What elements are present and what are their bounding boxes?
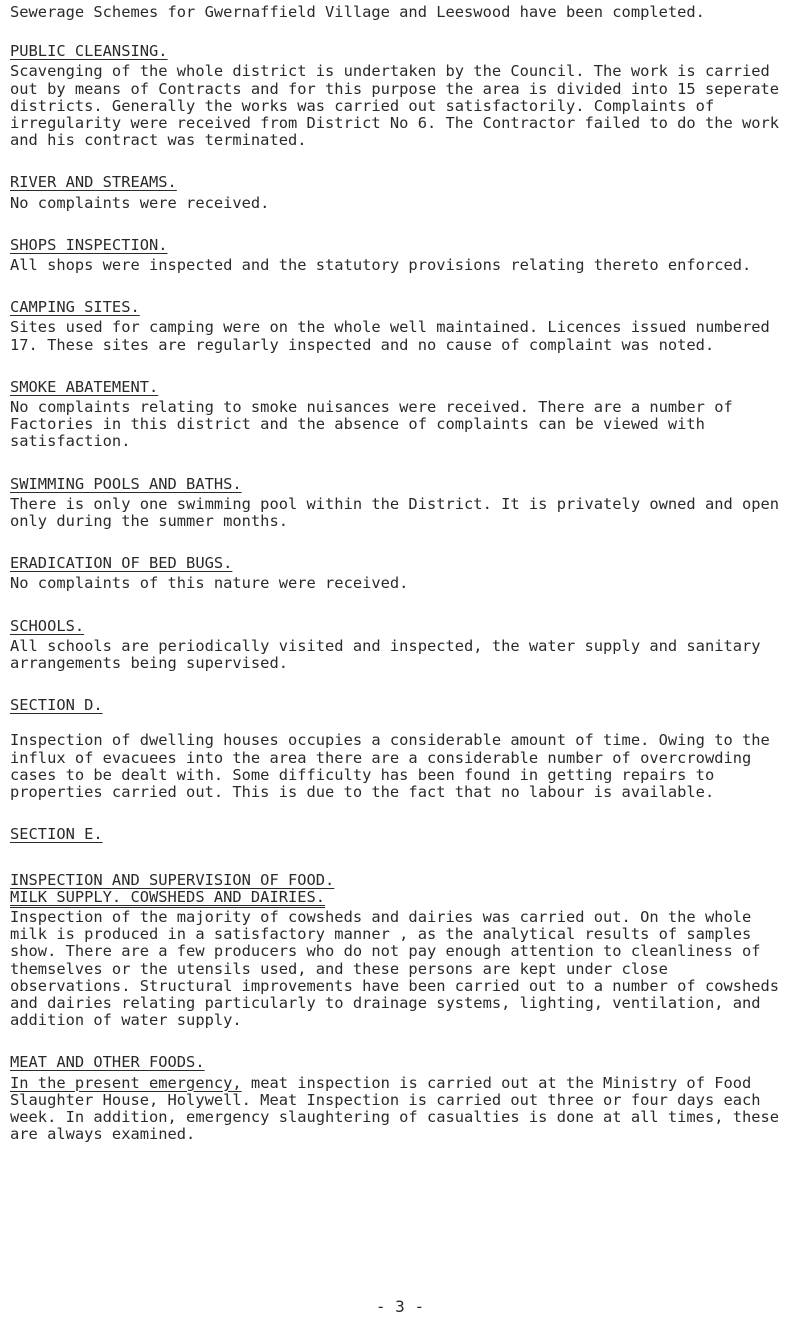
document-page — [10, 4, 794, 1143]
schools-section — [10, 618, 794, 673]
public-cleansing-paragraph: Scavenging of the whole district is undertaken by the Council. The work is carried out by means of Contracts and for this purpose the area is divided into 15 seperate districts. Generally the works was carried out satisfactorily. Complaints of irregularity were received from District No 6. The Contractor failed to do the work and his contract was terminated. — [10, 62, 780, 150]
shops-inspection-section — [10, 237, 794, 274]
food-heading: INSPECTION AND SUPERVISION OF FOOD. — [10, 870, 335, 889]
section-d — [10, 697, 794, 801]
food-section — [10, 872, 794, 1030]
bed-bugs-section — [10, 555, 794, 592]
intro-paragraph: Sewerage Schemes for Gwernaffield Village and Leeswood have been completed. — [10, 3, 705, 21]
swimming-pools-heading: SWIMMING POOLS AND BATHS. — [10, 474, 242, 493]
section-d-heading: SECTION D. — [10, 696, 103, 715]
public-cleansing-heading: PUBLIC CLEANSING. — [10, 42, 168, 61]
meat-paragraph-lead: In the present emergency, — [10, 1073, 242, 1092]
camping-sites-paragraph: Sites used for camping were on the whole well maintained. Licences issued numbered 17. These sites are regularly inspected and no cause of complaint was noted. — [10, 318, 770, 354]
bed-bugs-heading: ERADICATION OF BED BUGS. — [10, 554, 233, 573]
meat-section — [10, 1054, 794, 1143]
bed-bugs-paragraph: No complaints of this nature were received. — [10, 574, 409, 593]
shops-inspection-heading: SHOPS INSPECTION. — [10, 235, 168, 254]
swimming-pools-section — [10, 476, 794, 531]
swimming-pools-paragraph: There is only one swimming pool within the District. It is privately owned and open only during the summer months. — [10, 494, 780, 531]
river-streams-paragraph: No complaints were received. — [10, 193, 270, 212]
schools-paragraph: All schools are periodically visited and inspected, the water supply and sanitary arrangements being supervised. — [10, 636, 761, 673]
smoke-abatement-heading: SMOKE ABATEMENT. — [10, 377, 159, 396]
meat-heading: MEAT AND OTHER FOODS. — [10, 1053, 205, 1072]
public-cleansing-section — [10, 43, 794, 149]
shops-inspection-paragraph: All shops were inspected and the statutory provisions relating thereto enforced. — [10, 256, 752, 275]
section-e — [10, 826, 794, 846]
milk-supply-heading: MILK SUPPLY. COWSHEDS AND DAIRIES. — [10, 887, 326, 906]
section-e-heading: SECTION E. — [10, 825, 103, 844]
meat-paragraph — [10, 1075, 794, 1144]
meat-paragraph-body: meat inspection is carried out at the Ministry of Food Slaughter House, Holywell. Meat Inspection is carried out three or four days each week. In addition, emergency slaughtering of casualties is done at all times, these are always examined. — [10, 1073, 780, 1144]
camping-sites-heading: CAMPING SITES. — [10, 298, 140, 317]
smoke-abatement-section — [10, 379, 794, 451]
page-number: - 3 - — [375, 1297, 425, 1316]
schools-heading: SCHOOLS. — [10, 616, 85, 635]
river-streams-section — [10, 174, 794, 211]
river-streams-heading: RIVER AND STREAMS. — [10, 173, 177, 192]
smoke-abatement-paragraph: No complaints relating to smoke nuisances were received. There are a number of Factories in this district and the absence of complaints can be viewed with satisfaction. — [10, 398, 733, 451]
milk-supply-paragraph: Inspection of the majority of cowsheds and dairies was carried out. On the whole milk is produced in a satisfactory manner , as the analytical results of samples show. There are a few producers who do not pay enough attention to cleanliness of themselves or the utensils used, and these persons are kept under close observations. Structural improvements have been carried out to a number of cowsheds and dairies relating particularly to drainage systems, lighting, ventilation, and addition of water supply. — [10, 907, 780, 1030]
section-d-paragraph: Inspection of dwelling houses occupies a considerable amount of time. Owing to the influx of evacuees into the area there are a considerable number of overcrowding cases to be dealt with. Some difficulty has been found in getting repairs to properties carried out. This is due to the fact that no labour is available. — [10, 731, 770, 802]
camping-sites-section — [10, 299, 794, 354]
